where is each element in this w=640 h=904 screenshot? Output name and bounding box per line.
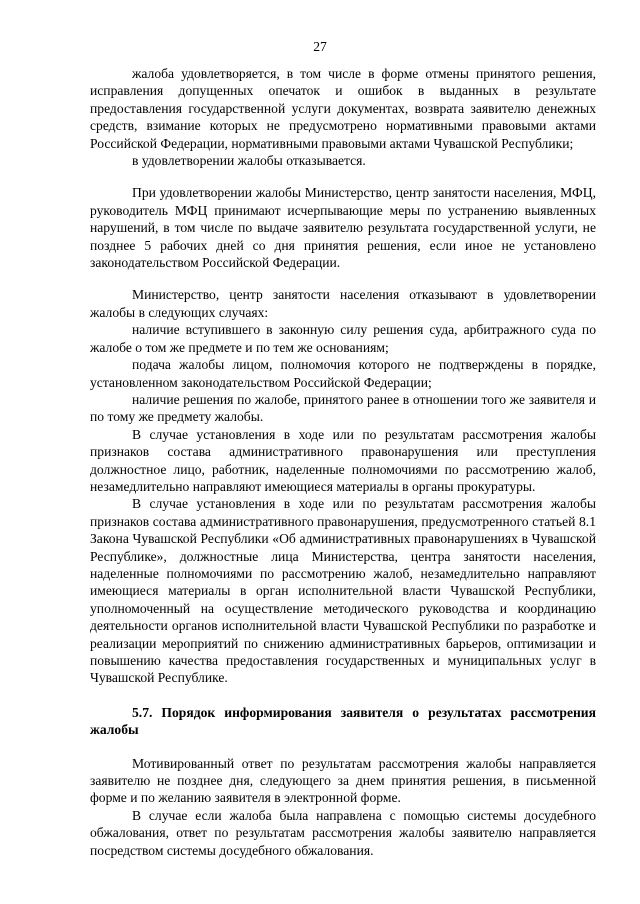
paragraph-refusal-cases: Министерство, центр занятости населения отказывают в удовлетворении жалобы в следующих случаях: (90, 287, 596, 320)
paragraph-refusal-unconfirmed-authority: подача жалобы лицом, полномочия которого не подтверждены в порядке, установленном законодательством Российской Федерации; (90, 357, 596, 390)
paragraph-pretrial-system-response: В случае если жалоба была направлена с помощью системы досудебного обжалования, ответ по результатам рассмотрения жалобы заявителю направляется посредством системы досудебного обжалования. (90, 807, 596, 858)
paragraph-refusal-prior-decision: наличие решения по жалобе, принятого ранее в отношении того же заявителя и по тому же предмету жалобы. (90, 391, 596, 425)
paragraph-refusal-court-decision: наличие вступившего в законную силу решения суда, арбитражного суда по жалобе о том же предмете и по тем же основаниям; (90, 322, 596, 355)
paragraph-complaint-satisfied: жалоба удовлетворяется, в том числе в форме отмены принятого решения, исправления допущенных опечаток и ошибок в выданных в результате предоставления государственной услуги документах, возврата заявителю денежных средств, взимание которых не предусмотрено нормативными правовыми актами Российской Федерации, нормативными правовыми актами Чувашской Республики; (90, 66, 596, 151)
paragraph-administrative-offense-referral: В случае установления в ходе или по результатам рассмотрения жалобы признаков состава административного правонарушения, предусмотренного статьей 8.1 Закона Чувашской Республики «Об административных правонарушениях в Чувашской Республике», должностные лица Министерства, центра занятости населения, наделенные полномочиями по рассмотрению жалоб, незамедлительно направляют имеющиеся материалы в орган исполнительной власти Чувашской Республики, уполномоченный на осуществление методического руководства и координацию деятельности органов исполнительной власти Чувашской Республики по разработке и реализации мероприятий по снижению административных барьеров, оптимизации и повышению качества предоставления государственных и муниципальных услуг в Чувашской Республике. (90, 496, 596, 686)
paragraph-reasoned-response: Мотивированный ответ по результатам рассмотрения жалобы направляется заявителю не позднее дня, следующего за днем принятия решения, в письменной форме и по желанию заявителя в электронной форме. (90, 755, 596, 806)
paragraph-remedy-measures: При удовлетворении жалобы Министерство, центр занятости населения, МФЦ, руководитель МФЦ принимают исчерпывающие меры по устранению выявленных нарушений, в том числе по выдаче заявителю результата государственной услуги, не позднее 5 рабочих дней со дня принятия решения, если иное не установлено законодательством Российской Федерации. (90, 185, 596, 271)
paragraph-complaint-refused: в удовлетворении жалобы отказывается. (132, 153, 366, 169)
page-number: 27 (313, 39, 327, 54)
section-heading: 5.7. Порядок информирования заявителя о результатах рассмотрения жалобы (90, 704, 596, 738)
paragraph-prosecutor-referral: В случае установления в ходе или по результатам рассмотрения жалобы признаков состава административного правонарушения или преступления должностное лицо, работник, наделенные полномочиями по рассмотрению жалоб, незамедлительно направляют имеющиеся материалы в органы прокуратуры. (90, 426, 596, 494)
document-body (90, 65, 596, 859)
